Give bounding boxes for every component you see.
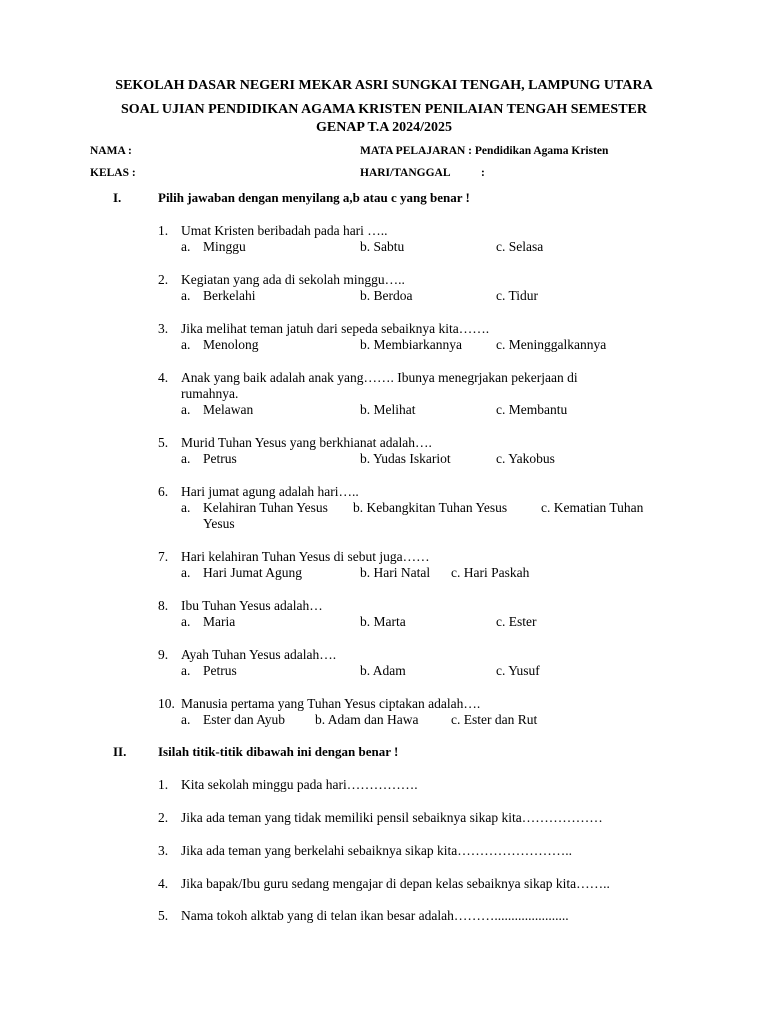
option-a-prefix: a. [181, 712, 191, 727]
option-a-prefix: a. [181, 614, 191, 629]
question-text: Ibu Tuhan Yesus adalah… [181, 598, 323, 613]
option-b: b. Adam [360, 663, 406, 678]
question-number: 2. [158, 272, 169, 287]
option-a-prefix: a. [181, 663, 191, 678]
question-text: Manusia pertama yang Tuhan Yesus ciptakan adalah…. [181, 696, 481, 711]
option-b: b. Adam dan Hawa [315, 712, 419, 727]
section-1-instruction: Pilih jawaban dengan menyilang a,b atau c yang benar ! [158, 190, 470, 205]
option-a: Berkelahi [203, 288, 256, 303]
kelas-label: KELAS : [90, 167, 136, 179]
option-b: b. Marta [360, 614, 406, 629]
question-number: 3. [158, 321, 169, 336]
fill-question-number: 4. [158, 876, 169, 891]
section-1-number: I. [113, 190, 122, 205]
option-a-prefix: a. [181, 239, 191, 254]
hari-tanggal-colon: : [481, 167, 485, 179]
fill-question-text: Jika ada teman yang tidak memiliki pensil sebaiknya sikap kita……………… [181, 810, 603, 825]
option-b: b. Berdoa [360, 288, 413, 303]
option-a: Kelahiran Tuhan Yesus [203, 500, 328, 515]
question-number: 6. [158, 484, 169, 499]
section-2-number: II. [113, 744, 127, 759]
option-a-prefix: a. [181, 565, 191, 580]
fill-question-text: Kita sekolah minggu pada hari……………. [181, 777, 418, 792]
option-c: c. Meninggalkannya [496, 337, 607, 352]
question-number: 10. [158, 696, 175, 711]
option-a: Minggu [203, 239, 246, 254]
option-c: c. Ester dan Rut [451, 712, 538, 727]
question-text: Kegiatan yang ada di sekolah minggu….. [181, 272, 405, 287]
option-c: c. Membantu [496, 402, 568, 417]
option-b: b. Membiarkannya [360, 337, 462, 352]
option-a-prefix: a. [181, 337, 191, 352]
option-c: c. Hari Paskah [451, 565, 530, 580]
option-c: c. Ester [496, 614, 537, 629]
option-a-prefix: a. [181, 451, 191, 466]
mata-pelajaran-label: MATA PELAJARAN : Pendidikan Agama Kristen [360, 145, 609, 157]
option-c: c. Tidur [496, 288, 539, 303]
fill-question-text: Nama tokoh alktab yang di telan ikan besar adalah………...................... [181, 908, 569, 923]
question-text: Hari jumat agung adalah hari….. [181, 484, 359, 499]
option-c: c. Selasa [496, 239, 544, 254]
exam-title: SOAL UJIAN PENDIDIKAN AGAMA KRISTEN PENILAIAN TENGAH SEMESTER [120, 102, 647, 117]
hari-tanggal-label: HARI/TANGGAL [360, 167, 451, 179]
question-text: Ayah Tuhan Yesus adalah…. [181, 647, 337, 662]
fill-question-number: 3. [158, 843, 169, 858]
option-b: b. Kebangkitan Tuhan Yesus [353, 500, 508, 515]
option-a-prefix: a. [181, 500, 191, 515]
option-a-prefix: a. [181, 288, 191, 303]
fill-question-number: 5. [158, 908, 169, 923]
question-number: 1. [158, 223, 169, 238]
option-b: b. Yudas Iskariot [360, 451, 451, 466]
question-text: Anak yang baik adalah anak yang……. Ibunya menegrjakan pekerjaan di [181, 370, 578, 385]
section-2-instruction: Isilah titik-titik dibawah ini dengan benar ! [158, 744, 399, 759]
option-c: c. Kematian Tuhan [541, 500, 644, 515]
question-number: 9. [158, 647, 169, 662]
question-number: 8. [158, 598, 169, 613]
question-text: Murid Tuhan Yesus yang berkhianat adalah…. [181, 435, 432, 450]
question-text: Umat Kristen beribadah pada hari ….. [181, 223, 388, 238]
option-b: b. Hari Natal [360, 565, 431, 580]
option-a: Maria [203, 614, 236, 629]
exam-period: GENAP T.A 2024/2025 [315, 120, 452, 135]
option-a-prefix: a. [181, 402, 191, 417]
fill-question-number: 2. [158, 810, 169, 825]
question-text-continued: rumahnya. [181, 386, 239, 401]
school-title: SEKOLAH DASAR NEGERI MEKAR ASRI SUNGKAI TENGAH, LAMPUNG UTARA [115, 78, 653, 93]
option-a: Menolong [203, 337, 259, 352]
option-a: Melawan [203, 402, 254, 417]
fill-question-text: Jika ada teman yang berkelahi sebaiknya sikap kita…………………….. [181, 843, 573, 858]
fill-question-text: Jika bapak/Ibu guru sedang mengajar di depan kelas sebaiknya sikap kita…….. [181, 876, 610, 891]
question-number: 5. [158, 435, 169, 450]
option-c: c. Yakobus [496, 451, 555, 466]
option-c: c. Yusuf [496, 663, 540, 678]
option-b: b. Sabtu [360, 239, 405, 254]
question-text: Jika melihat teman jatuh dari sepeda sebaiknya kita……. [181, 321, 490, 336]
option-a: Ester dan Ayub [203, 712, 285, 727]
option-a: Petrus [203, 663, 237, 678]
question-number: 7. [158, 549, 169, 564]
nama-label: NAMA : [90, 145, 132, 157]
option-b: b. Melihat [360, 402, 416, 417]
option-a: Hari Jumat Agung [203, 565, 302, 580]
question-text: Hari kelahiran Tuhan Yesus di sebut juga…… [181, 549, 430, 564]
question-number: 4. [158, 370, 169, 385]
option-a: Petrus [203, 451, 237, 466]
fill-question-number: 1. [158, 777, 169, 792]
option-c-continued: Yesus [203, 516, 235, 531]
